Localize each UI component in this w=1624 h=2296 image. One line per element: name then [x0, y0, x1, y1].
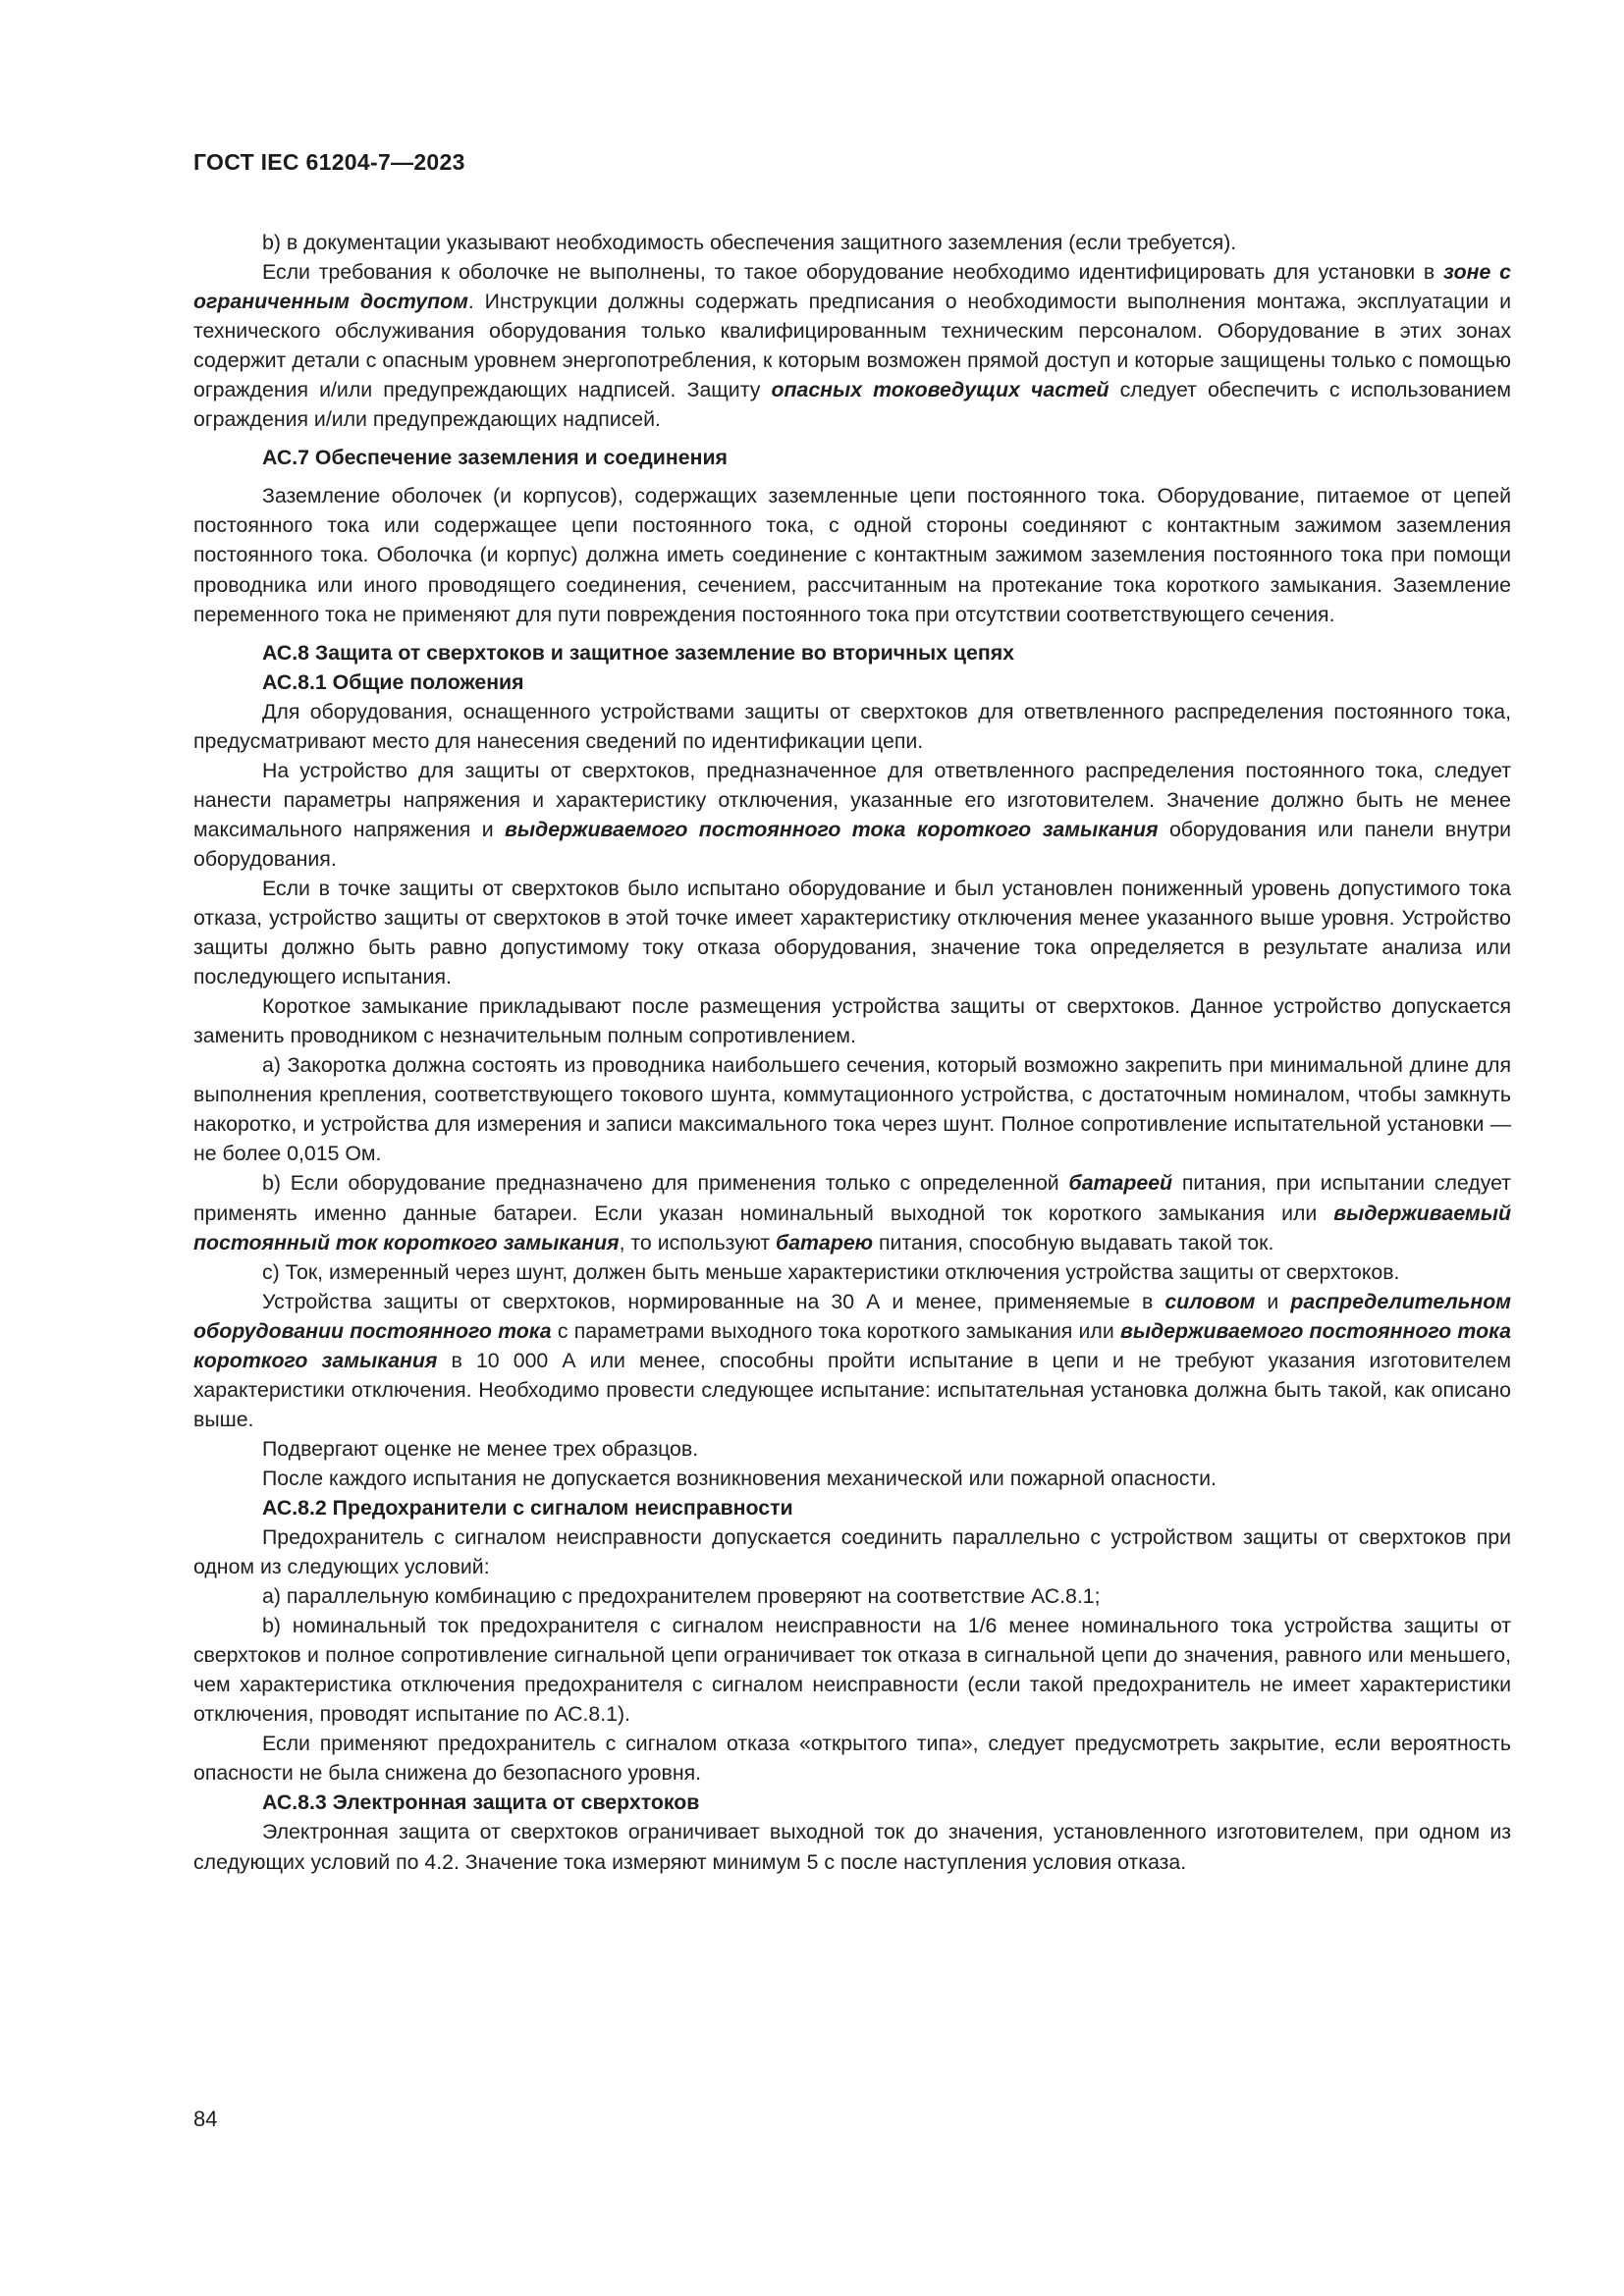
section-heading: АС.7 Обеспечение заземления и соединения: [262, 446, 728, 470]
subsection-heading: АС.8.2 Предохранители с сигналом неисправности: [262, 1495, 793, 1520]
paragraph: Заземление оболочек (и корпусов), содержащих заземленные цепи постоянного тока. Оборудование, питаемое от цепей постоянного тока или содержащее цепи постоянного тока, с одной стороны соединяют с контактным зажимом заземления постоянного тока. Оболочка (и корпус) должна иметь соединение с контактным зажимом заземления постоянного тока при помощи проводника или иного проводящего соединения, сечением, рассчитанным на протекание тока короткого замыкания. Заземление переменного тока не применяют для пути повреждения постоянного тока при отсутствии соответствующего сечения.: [193, 484, 1511, 626]
document-header: ГОСТ IEC 61204-7—2023: [193, 149, 465, 175]
list-item: a) параллельную комбинацию с предохранителем проверяют на соответствие АС.8.1;: [262, 1584, 1101, 1609]
term-battery: батарею: [776, 1230, 874, 1255]
paragraph: b) в документации указывают необходимость обеспечения защитного заземления (если требуется).: [262, 231, 1237, 254]
paragraph: Подвергают оценке не менее трех образцов.: [262, 1436, 699, 1461]
paragraph: Устройства защиты от сверхтоков, нормированные на 30 А и менее, применяемые в силовом и распределительном оборудовании постоянного тока с параметрами выходного тока короткого замыкания или выдерживаемого постоянного тока короткого замыкания в 10 000 А или менее, способны пройти испытание в цепи и не требуют указания изготовителем характеристики отключения. Необходимо провести следующее испытание: испытательная установка должна быть такой, как описано выше.: [193, 1289, 1511, 1431]
list-item: c) Ток, измеренный через шунт, должен быть меньше характеристики отключения устройства защиты от сверхтоков.: [262, 1259, 1400, 1284]
subsection-heading: АС.8.3 Электронная защита от сверхтоков: [262, 1790, 700, 1815]
document-body: [193, 228, 1511, 1877]
paragraph: Короткое замыкание прикладывают после размещения устройства защиты от сверхтоков. Данное устройство допускается заменить проводником с незначительным полным сопротивлением.: [193, 994, 1511, 1048]
term-hazardous-live-parts: опасных токоведущих частей: [771, 378, 1110, 402]
paragraph: Предохранитель с сигналом неисправности допускается соединить параллельно с устройством защиты от сверхтоков при одном из следующих условий:: [193, 1525, 1511, 1579]
paragraph: На устройство для защиты от сверхтоков, предназначенное для ответвленного распределения постоянного тока, следует нанести параметры напряжения и характеристику отключения, указанные его изготовителем. Значение должно быть не менее максимального напряжения и выдерживаемого постоянного тока короткого замыкания оборудования или панели внутри оборудования.: [193, 758, 1511, 871]
term-distribution-equipment: распределительном оборудовании постоянного тока: [193, 1289, 1511, 1343]
term-restricted-access-zone: зоне с ограниченным доступом: [193, 260, 1511, 314]
list-item: a) Закоротка должна состоять из проводника наибольшего сечения, который возможно закрепить при минимальной длине для выполнения крепления, соответствующего токового шунта, коммутационного устройства, с достаточным номиналом, чтобы замкнуть накоротко, и устройства для измерения и записи максимального тока через шунт. Полное сопротивление испытательной установки — не более 0,015 Ом.: [193, 1053, 1511, 1166]
term-short-circuit-withstand: выдерживаемый постоянный ток короткого замыкания: [193, 1201, 1511, 1255]
paragraph: Если в точке защиты от сверхтоков было испытано оборудование и был установлен пониженный уровень допустимого тока отказа, устройство защиты от сверхтоков в этой точке имеет характеристику отключения менее указанного выше уровня. Устройство защиты должно быть равно допустимому току отказа оборудования, значение тока определяется в результате анализа или последующего испытания.: [193, 876, 1511, 989]
page-number: 84: [193, 2107, 218, 2131]
paragraph: Если требования к оболочке не выполнены, то такое оборудование необходимо идентифицировать для установки в зоне с ограниченным доступом. Инструкции должны содержать предписания о необходимости выполнения монтажа, эксплуатации и технического обслуживания оборудования только квалифицированным техническим персоналом. Оборудование в этих зонах содержит детали с опасным уровнем энергопотребления, к которым возможен прямой доступ и которые защищены только с помощью ограждения и/или предупреждающих надписей. Защиту опасных токоведущих частей следует обеспечить с использованием ограждения и/или предупреждающих надписей.: [193, 260, 1512, 432]
term-power: силовом: [1164, 1289, 1256, 1313]
list-item: b) Если оборудование предназначено для применения только с определенной батареей питания, при испытании следует применять именно данные батареи. Если указан номинальный выходной ток короткого замыкания или выдерживаемый постоянный ток короткого замыкания, то используют батарею питания, способную выдавать такой ток.: [193, 1171, 1512, 1255]
list-item: b) номинальный ток предохранителя с сигналом неисправности на 1/6 менее номинального тока устройства защиты от сверхтоков и полное сопротивление сигнальной цепи ограничивает ток отказа в сигнальной цепи до значения, равного или меньшего, чем характеристика отключения предохранителя с сигналом неисправности (если такой предохранитель не имеет характеристики отключения, проводят испытание по АС.8.1).: [193, 1614, 1511, 1727]
term-battery: батареей: [1068, 1171, 1173, 1196]
paragraph: Электронная защита от сверхтоков ограничивает выходной ток до значения, установленного изготовителем, при одном из следующих условий по 4.2. Значение тока измеряют минимум 5 с после наступления условия отказа.: [193, 1820, 1511, 1874]
section-heading: АС.8 Защита от сверхтоков и защитное заземление во вторичных цепях: [262, 640, 1014, 665]
term-short-circuit-withstand: выдерживаемого постоянного тока короткого замыкания: [193, 1318, 1511, 1372]
subsection-heading: АС.8.1 Общие положения: [262, 669, 524, 694]
paragraph: После каждого испытания не допускается возникновения механической или пожарной опасности.: [262, 1466, 1217, 1490]
term-short-circuit-withstand: выдерживаемого постоянного тока короткого замыкания: [505, 817, 1159, 841]
paragraph: Для оборудования, оснащенного устройствами защиты от сверхтоков для ответвленного распределения постоянного тока, предусматривают место для нанесения сведений по идентификации цепи.: [193, 699, 1511, 753]
paragraph: Если применяют предохранитель с сигналом отказа «открытого типа», следует предусмотреть закрытие, если вероятность опасности не была снижена до безопасного уровня.: [193, 1732, 1511, 1786]
